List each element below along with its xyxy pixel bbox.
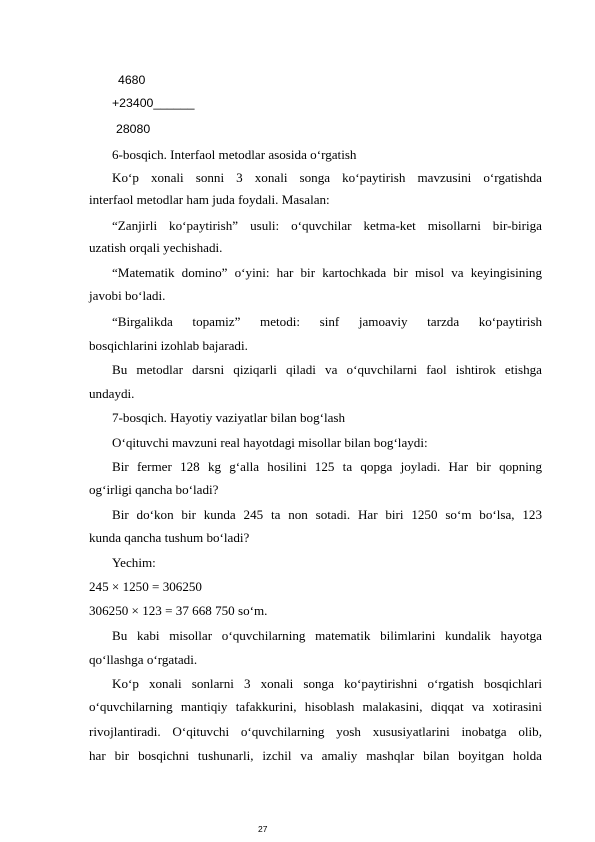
step6-heading: 6-bosqich. Interfaol metodlar asosida o‘rgatish <box>112 147 357 162</box>
step6-p4-line2: bosqichlarini izohlab bajaradi. <box>89 338 248 353</box>
step7-q2-line1: Bir do‘kon bir kunda 245 ta non sotadi. Har biri 1250 so‘m bo‘lsa, 123 <box>112 507 542 522</box>
step7-p7-line3: rivojlantiradi. O‘qituvchi o‘quvchilarning yosh xususiyatlarini inobatga olib, <box>89 724 542 739</box>
step6-p3-line1: “Matematik domino” o‘yini: har bir kartochkada bir misol va keyingisining <box>112 265 542 280</box>
step7-q1-line2: og‘irligi qancha bo‘ladi? <box>89 482 219 497</box>
step6-p4-line1: “Birgalikda topamiz” metodi: sinf jamoaviy tarzda ko‘paytirish <box>112 314 542 329</box>
step7-p7-line2: o‘quvchilarning mantiqiy tafakkurini, hisoblash malakasini, diqqat va xotirasini <box>89 699 542 714</box>
step6-p5-line1: Bu metodlar darsni qiziqarli qiladi va o‘quvchilarni faol ishtirok etishga <box>112 362 542 377</box>
step7-q2-line2: kunda qancha tushum bo‘ladi? <box>89 530 250 545</box>
step6-p1-line1: Ko‘p xonali sonni 3 xonali songa ko‘paytirish mavzusini o‘rgatishda <box>112 170 542 185</box>
step7-p7-line4: har bir bosqichni tushunarli, izchil va amaliy mashqlar bilan boyitgan holda <box>89 748 542 763</box>
step6-p5-line2: undaydi. <box>89 386 135 401</box>
calc-line-2: +23400______ <box>112 96 195 110</box>
step6-p3-line2: javobi bo‘ladi. <box>89 288 166 303</box>
solution-label: Yechim: <box>112 555 156 570</box>
step7-p6-line2: qo‘llashga o‘rgatadi. <box>89 652 198 667</box>
step7-intro: O‘qituvchi mavzuni real hayotdagi misollar bilan bog‘laydi: <box>112 435 428 450</box>
page-number: 27 <box>258 824 268 834</box>
calc-line-3: 28080 <box>116 122 151 136</box>
solution-line-2: 306250 × 123 = 37 668 750 so‘m. <box>89 603 268 618</box>
solution-line-1: 245 × 1250 = 306250 <box>89 579 202 594</box>
step6-p2-line1: “Zanjirli ko‘paytirish” usuli: o‘quvchilar ketma-ket misollarni bir-biriga <box>112 218 542 233</box>
step7-heading: 7-bosqich. Hayotiy vaziyatlar bilan bog‘lash <box>112 410 346 425</box>
step6-p2-line2: uzatish orqali yechishadi. <box>89 240 223 255</box>
step7-q1-line1: Bir fermer 128 kg g‘alla hosilini 125 ta qopga joyladi. Har bir qopning <box>112 459 542 474</box>
step7-p7-line1: Ko‘p xonali sonlarni 3 xonali songa ko‘paytirishni o‘rgatish bosqichlari <box>112 676 542 691</box>
step7-p6-line1: Bu kabi misollar o‘quvchilarning matematik bilimlarini kundalik hayotga <box>112 628 542 643</box>
step6-p1-line2: interfaol metodlar ham juda foydali. Masalan: <box>89 192 330 207</box>
calc-line-1: 4680 <box>118 73 146 87</box>
